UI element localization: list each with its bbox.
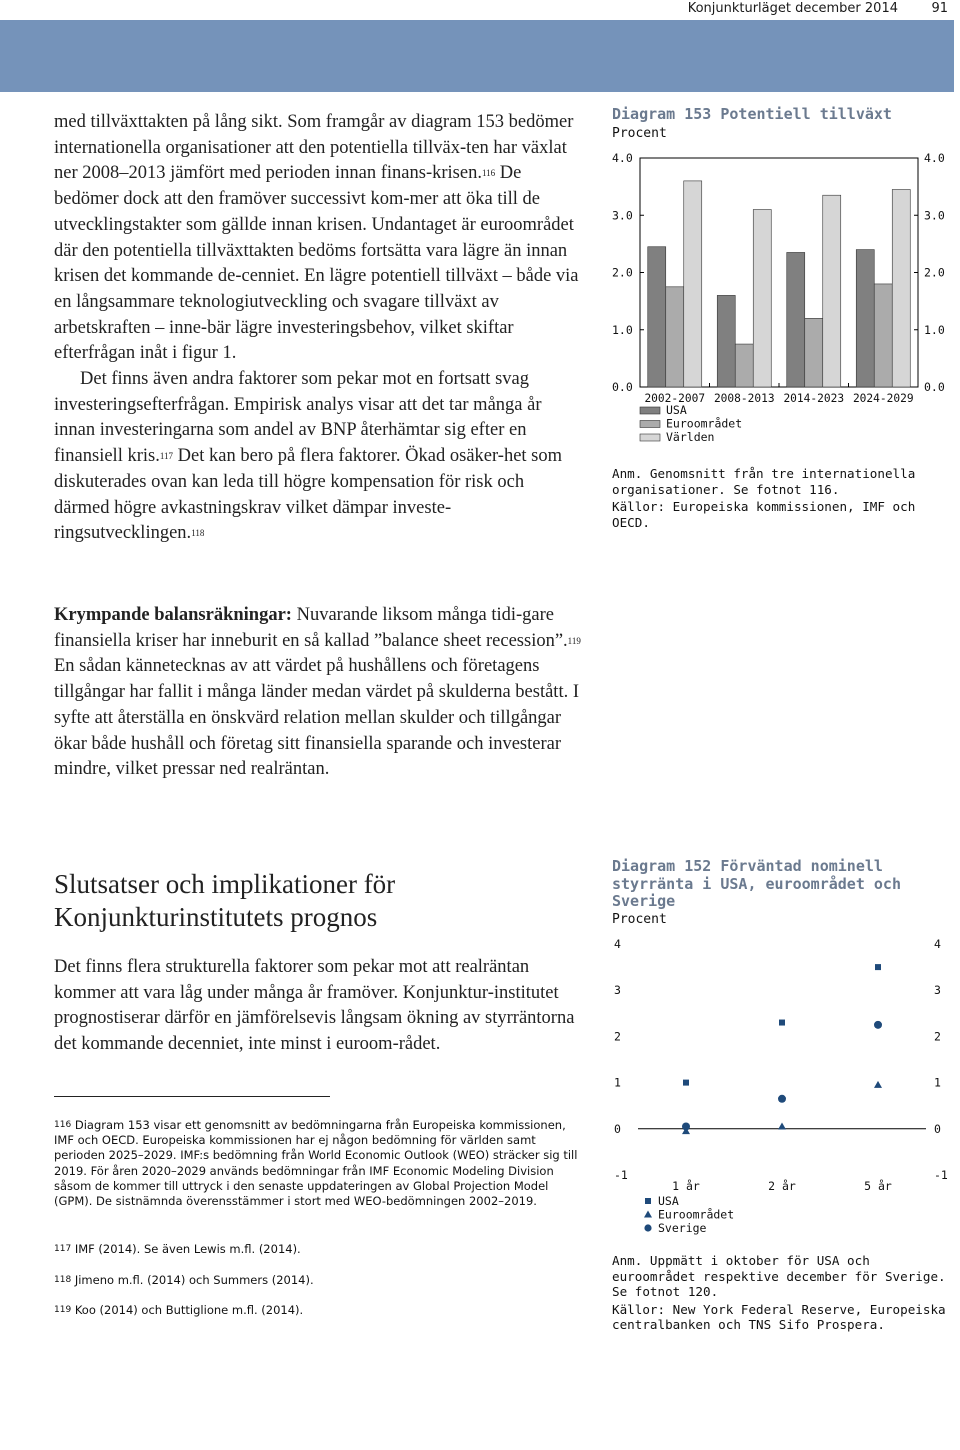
x-tick-label: 2008-2013 <box>713 392 775 405</box>
bar <box>856 250 874 387</box>
header-title: Konjunkturläget december 2014 <box>687 1 898 16</box>
y-tick-label-left: 3.0 <box>612 208 633 223</box>
paragraph: med tillväxttakten på lång sikt. Som framgår av diagram 153 bedömer internationella organisationer att den potentiella tillväx-ten har växlat ner 2008–2013 jämfört med perioden innan finans-krisen.$^{116}$ De bedömer dock att den framöver successivt kom-mer att öka till de utvecklingstakter som gällde innan krisen. Undantaget är euroområdet där den potentiella tillväxttakten bedöms fortsätta vara lägre än innan krisen det kommande de-cenniet. En lägre potentiell tillväxt – både via en långsammare teknologiutveckling och svagare tillväxt av arbetskraften – inne-bär lägre investeringsbehov, vilket skiftar efterfrågan inåt i figur 1. <box>54 112 579 364</box>
point-sverige <box>682 1122 690 1130</box>
bar <box>787 252 805 387</box>
y-tick-label-left: -1 <box>614 1168 628 1182</box>
diagram-153-source: Källor: Europeiska kommissionen, IMF och OECD. <box>612 499 916 530</box>
diagram-152-title: Diagram 152 Förväntad nominell styrränta i USA, euroområdet och Sverige <box>612 857 901 910</box>
bar <box>874 284 892 387</box>
y-tick-label-left: 4.0 <box>612 151 633 165</box>
diagram-152-notes <box>612 1253 960 1333</box>
body-paragraphs-top <box>54 110 584 547</box>
diagram-153-chart <box>608 145 958 463</box>
y-tick-label-right: 3.0 <box>924 208 945 223</box>
bar <box>753 210 771 387</box>
legend-marker-square <box>645 1198 651 1204</box>
legend-label: USA <box>658 1194 679 1208</box>
y-tick-label-right: 2 <box>934 1029 941 1044</box>
x-tick-label: 2002-2007 <box>644 392 706 405</box>
y-tick-label-right: 1.0 <box>924 322 945 337</box>
paragraph-balance-sheet: Krympande balansräkningar: Nuvarande liksom många tidi-gare finansiella kriser har inneburit en så kallad ”balance sheet recession”.$^{119}$ En sådan kännetecknas av att värdet på hushållens och företagens tillgångar har fallit i många länder medan värdet på skulderna bestått. I syfte att återställa en önskvärd relation mellan skulder och tillgångar ökar både hushåll och företag sitt finansiella sparande och investerar mindre, vilket pressar ned realräntan. <box>54 605 581 780</box>
footnote-divider <box>54 1096 330 1097</box>
point-sverige <box>874 1021 882 1029</box>
paragraph-conclusion: Det finns flera strukturella faktorer som pekar mot att realräntan kommer att vara låg under många år framöver. Konjunktur-institutet prognostiserar därför en jämförelsevis långsam ökning av styrräntorna det kommande decenniet, inte minst i euroom-rådet. <box>54 957 575 1055</box>
legend-marker-circle <box>644 1224 651 1231</box>
section-heading: Slutsatser och implikationer för Konjunkturinstitutets prognos <box>54 869 396 932</box>
y-tick-label-right: 4 <box>934 937 941 951</box>
legend-swatch <box>640 421 660 428</box>
footnote-ref[interactable]: 119 <box>567 635 581 646</box>
bar <box>666 287 684 387</box>
footnote-ref[interactable]: 118 <box>191 528 205 539</box>
bar <box>823 195 841 387</box>
y-tick-label-left: 1 <box>614 1075 621 1090</box>
y-tick-label-right: 2.0 <box>924 265 945 280</box>
bar <box>648 247 666 387</box>
bar <box>805 318 823 387</box>
point-euroomradet <box>874 1081 882 1088</box>
x-tick-label: 1 år <box>672 1179 700 1193</box>
footnote-ref[interactable]: 117 <box>159 451 174 462</box>
point-sverige <box>778 1095 786 1103</box>
bar <box>717 295 735 387</box>
y-tick-label-left: 4 <box>614 937 621 951</box>
diagram-152-note: Anm. Uppmätt i oktober för USA och euroområdet respektive december för Sverige. Se fotnot 120. <box>612 1253 946 1299</box>
legend-marker-triangle <box>644 1211 652 1218</box>
y-tick-label-right: 3 <box>934 983 941 998</box>
bar <box>735 344 753 387</box>
point-usa <box>779 1020 785 1026</box>
legend-swatch <box>640 434 660 441</box>
legend-swatch <box>640 407 660 414</box>
paragraph: Det finns även andra faktorer som pekar mot en fortsatt svag investeringsefterfrågan. Empirisk analys visar att det tar många år innan investeringarna som andel av BNP återhämtar sig efter en finansiell kris.$^{117}$ Det kan bero på flera faktorer. Ökad osäker-het som diskuterades ovan kan leda till högre kompensation för risk och därmed högre avkastningskrav vilket dämpar investe-ringsutvecklingen.$^{118}$ <box>54 369 563 544</box>
diagram-153-notes <box>612 466 960 530</box>
x-tick-label: 2024-2029 <box>852 392 914 405</box>
footnote-119: $^{119}$ Koo (2014) och Buttiglione m.fl. (2014). <box>54 1303 304 1317</box>
y-tick-label-left: 3 <box>614 983 621 998</box>
point-usa <box>683 1080 689 1086</box>
legend-label: Euroområdet <box>658 1207 735 1222</box>
y-tick-label-left: 1.0 <box>612 322 633 337</box>
y-tick-label-right: 0.0 <box>924 380 945 394</box>
diagram-152-chart <box>608 932 958 1242</box>
x-tick-label: 5 år <box>864 1179 892 1193</box>
running-header <box>0 0 960 20</box>
y-tick-label-right: 0 <box>934 1121 941 1136</box>
bar <box>684 181 702 387</box>
y-tick-label-left: 2 <box>614 1029 621 1044</box>
x-tick-label: 2014-2023 <box>783 392 845 405</box>
legend-label: Euroområdet <box>666 416 743 431</box>
legend-label: USA <box>666 403 687 417</box>
footnote-ref[interactable]: 116 <box>481 168 496 179</box>
header-band <box>0 20 954 92</box>
footnote-117: $^{117}$ IMF (2014). Se även Lewis m.fl. (2014). <box>54 1242 301 1256</box>
diagram-152-unit: Procent <box>612 912 667 927</box>
y-tick-label-left: 0 <box>614 1121 621 1136</box>
y-tick-label-right: 1 <box>934 1075 941 1090</box>
legend-label: Sverige <box>658 1221 707 1235</box>
diagram-153-unit: Procent <box>612 126 667 141</box>
y-tick-label-right: -1 <box>934 1168 948 1182</box>
footnote-118: $^{118}$ Jimeno m.fl. (2014) och Summers (2014). <box>54 1273 314 1287</box>
y-tick-label-right: 4.0 <box>924 151 945 165</box>
point-usa <box>875 964 881 970</box>
legend-label: Världen <box>666 430 715 444</box>
y-tick-label-left: 0.0 <box>612 380 633 394</box>
diagram-152-source: Källor: New York Federal Reserve, Europeiska centralbanken och TNS Sifo Prospera. <box>612 1301 946 1332</box>
lead-term: Krympande balansräkningar: <box>54 605 292 625</box>
diagram-153-note: Anm. Genomsnitt från tre internationella organisationer. Se fotnot 116. <box>612 466 916 497</box>
bar <box>892 189 910 387</box>
y-tick-label-left: 2.0 <box>612 265 633 280</box>
footnote-116: $^{116}$ Diagram 153 visar ett genomsnitt av bedömningarna från Europeiska kommissionen, IMF och OECD. Europeiska kommissionen har ej någon bedömning för världen samt perioden 2025–2029. IMF:s bedömning från World Economic Outlook (WEO) sträcker sig till 2019. För åren 2020–2029 används bedömningar från IMF Economic Modeling Division såsom de kommer till uttryck i den senaste uppdateringen av Global Projection Model (GPM). De sistnämnda överensstämmer i stort med WEO-bedömningen 2002–2019. <box>54 1118 578 1209</box>
page-number: 91 <box>931 1 948 16</box>
point-euroomradet <box>778 1122 786 1129</box>
x-tick-label: 2 år <box>768 1179 796 1193</box>
diagram-153-title: Diagram 153 Potentiell tillväxt <box>612 105 892 123</box>
